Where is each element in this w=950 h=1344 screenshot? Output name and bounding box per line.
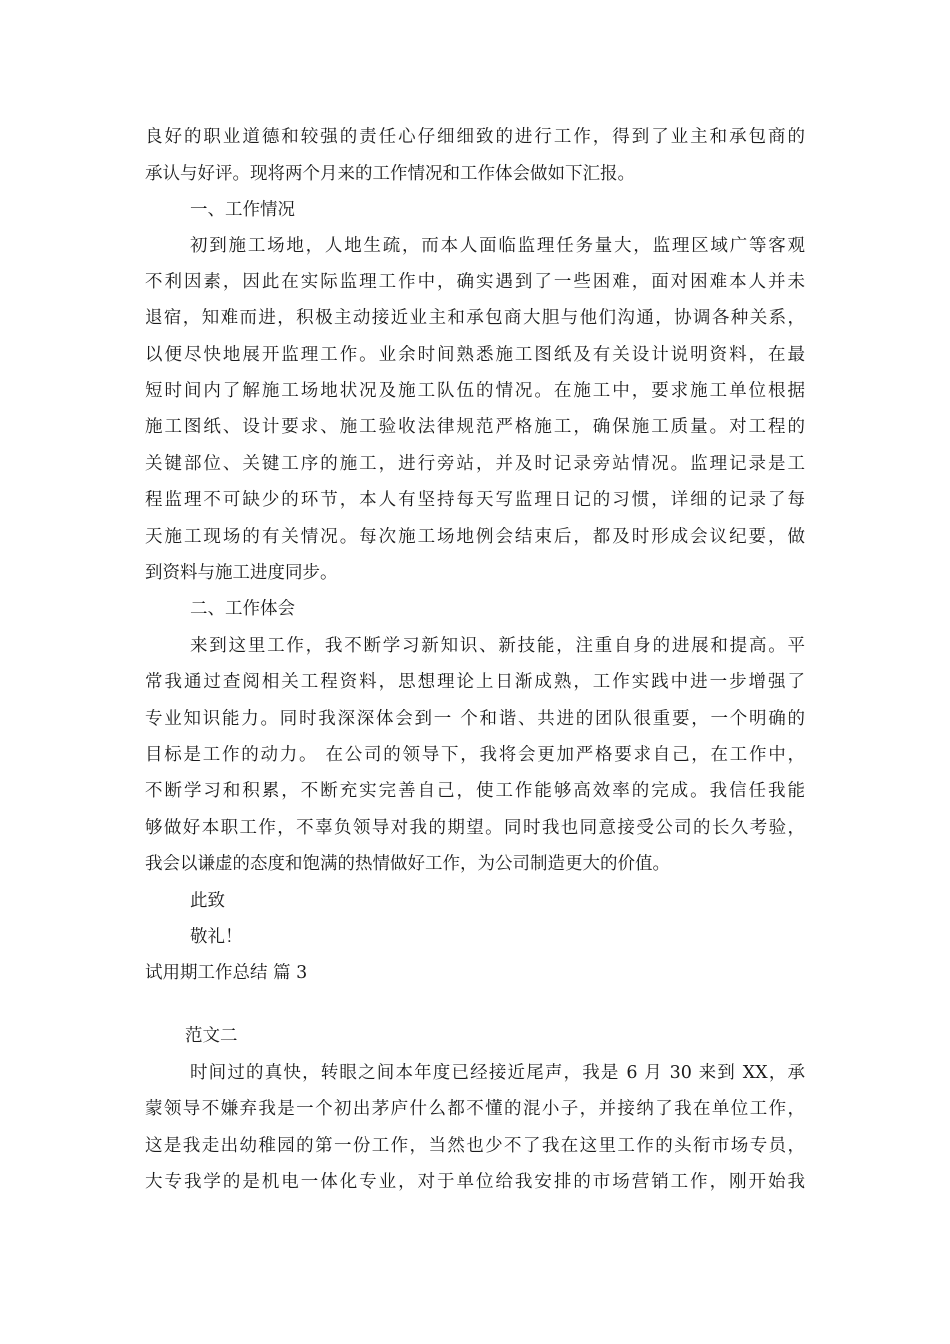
body-line: 够做好本职工作，不辜负领导对我的期望。同时我也同意接受公司的长久考验， [145,818,805,838]
section-heading: 二、工作体会 [190,599,295,619]
subheading: 范文二 [185,1026,238,1046]
body-line: 承认与好评。现将两个月来的工作情况和工作体会做如下汇报。 [145,164,635,184]
body-line: 蒙领导不嫌弃我是一个初出茅庐什么都不懂的混小子，并接纳了我在单位工作， [145,1099,805,1119]
body-line: 短时间内了解施工场地状况及施工队伍的情况。在施工中，要求施工单位根据 [145,381,805,401]
section-heading: 一、工作情况 [190,200,295,220]
body-line: 目标是工作的动力。 在公司的领导下，我将会更加严格要求自己，在工作中， [145,745,805,765]
body-line: 时间过的真快，转眼之间本年度已经接近尾声，我是 6 月 30 来到 XX，承 [190,1063,805,1083]
document-title: 试用期工作总结 篇 3 [145,963,308,983]
body-line: 施工图纸、设计要求、施工验收法律规范严格施工，确保施工质量。对工程的 [145,417,805,437]
body-line: 天施工现场的有关情况。每次施工场地例会结束后，都及时形成会议纪要，做 [145,527,805,547]
body-line: 关键部位、关键工序的施工，进行旁站，并及时记录旁站情况。监理记录是工 [145,454,805,474]
body-line: 我会以谦虚的态度和饱满的热情做好工作，为公司制造更大的价值。 [145,854,670,874]
body-line: 专业知识能力。同时我深深体会到一 个和谐、共进的团队很重要，一个明确的 [145,709,805,729]
body-line: 常我通过查阅相关工程资料，思想理论上日渐成熟，工作实践中进一步增强了 [145,672,805,692]
body-line: 这是我走出幼稚园的第一份工作，当然也少不了我在这里工作的头衔市场专员， [145,1136,805,1156]
body-line: 以便尽快地展开监理工作。业余时间熟悉施工图纸及有关设计说明资料，在最 [145,345,805,365]
body-line: 来到这里工作，我不断学习新知识、新技能，注重自身的进展和提高。平 [190,636,805,656]
closing-salutation: 敬礼！ [190,927,243,947]
body-line: 不利因素，因此在实际监理工作中，确实遇到了一些困难，面对困难本人并未 [145,272,805,292]
body-line: 大专我学的是机电一体化专业，对于单位给我安排的市场营销工作，刚开始我 [145,1172,805,1192]
body-line: 到资料与施工进度同步。 [145,563,338,583]
body-line: 良好的职业道德和较强的责任心仔细细致的进行工作，得到了业主和承包商的 [145,127,805,147]
body-line: 程监理不可缺少的环节，本人有坚持每天写监理日记的习惯，详细的记录了每 [145,490,805,510]
body-line: 初到施工场地，人地生疏，而本人面临监理任务量大，监理区域广等客观 [190,236,805,256]
body-line: 退宿，知难而进，积极主动接近业主和承包商大胆与他们沟通，协调各种关系， [145,308,805,328]
closing-line: 此致 [190,891,225,911]
body-line: 不断学习和积累，不断充实完善自己，使工作能够高效率的完成。我信任我能 [145,781,805,801]
